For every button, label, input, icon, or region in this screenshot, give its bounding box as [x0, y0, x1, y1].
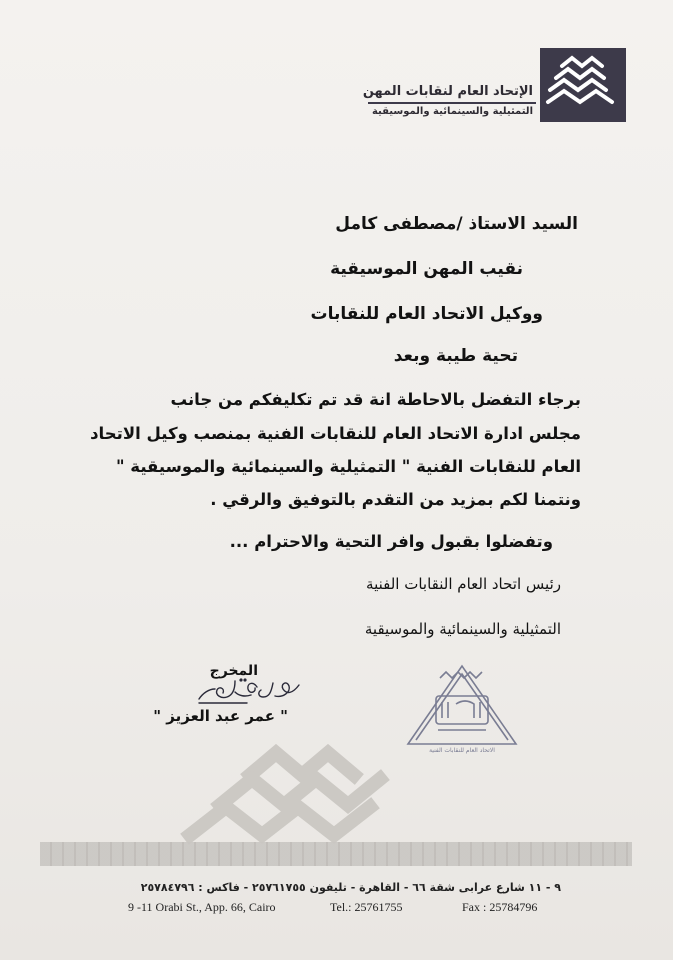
addressee-title-1: نقيب المهن الموسيقية	[330, 259, 523, 279]
signatory-position-1: رئيس اتحاد العام النقابات الفنية	[366, 575, 561, 593]
body-line-3: العام للنقابات الفنية " التمثيلية والسينمائية والموسيقية "	[115, 457, 581, 476]
footer-street: 9 -11 Orabi St., App. 66, Cairo	[128, 900, 276, 914]
org-name: الإتحاد العام لنقابات المهن	[362, 84, 533, 99]
signatory-name: " عمر عبد العزيز "	[153, 707, 288, 725]
footer-band	[40, 842, 632, 866]
footer-tel: Tel.: 25761755	[330, 900, 403, 914]
footer-address-ar: ٩ - ١١ شارع عرابى شقة ٦٦ - القاهرة - تليفون ٢٥٧٦١٧٥٥ - فاكس : ٢٥٧٨٤٧٩٦	[140, 881, 561, 894]
addressee: السيد الاستاذ /مصطفى كامل	[335, 214, 578, 234]
body-line-1: برجاء التفضل بالاحاطة انة قد تم تكليفكم من جانب	[170, 390, 581, 409]
watermark-logo-icon	[140, 735, 470, 849]
greeting: تحية طيبة وبعد	[393, 346, 518, 366]
footer-address-en	[128, 900, 563, 915]
footer-fax: Fax : 25784796	[462, 900, 538, 914]
stamp-label: الاتحاد العام للنقابات الفنية	[429, 747, 495, 754]
signatory-position-2: التمثيلية والسينمائية والموسيقية	[364, 620, 561, 638]
addressee-title-2: ووكيل الاتحاد العام للنقابات	[310, 304, 543, 324]
header-rule	[368, 102, 536, 104]
body-line-2: مجلس ادارة الاتحاد العام للنقابات الفنية بمنصب وكيل الاتحاد	[90, 424, 581, 443]
body-line-4: ونتمنا لكم بمزيد من التقدم بالتوفيق والرقي .	[210, 490, 581, 509]
union-logo-icon	[540, 48, 626, 122]
org-subtitle: التمثيلية والسينمائية والموسيقية	[371, 106, 533, 117]
signatory-role: المخرج	[209, 663, 258, 679]
closing: وتفضلوا بقبول وافر التحية والاحترام ...	[229, 532, 553, 551]
